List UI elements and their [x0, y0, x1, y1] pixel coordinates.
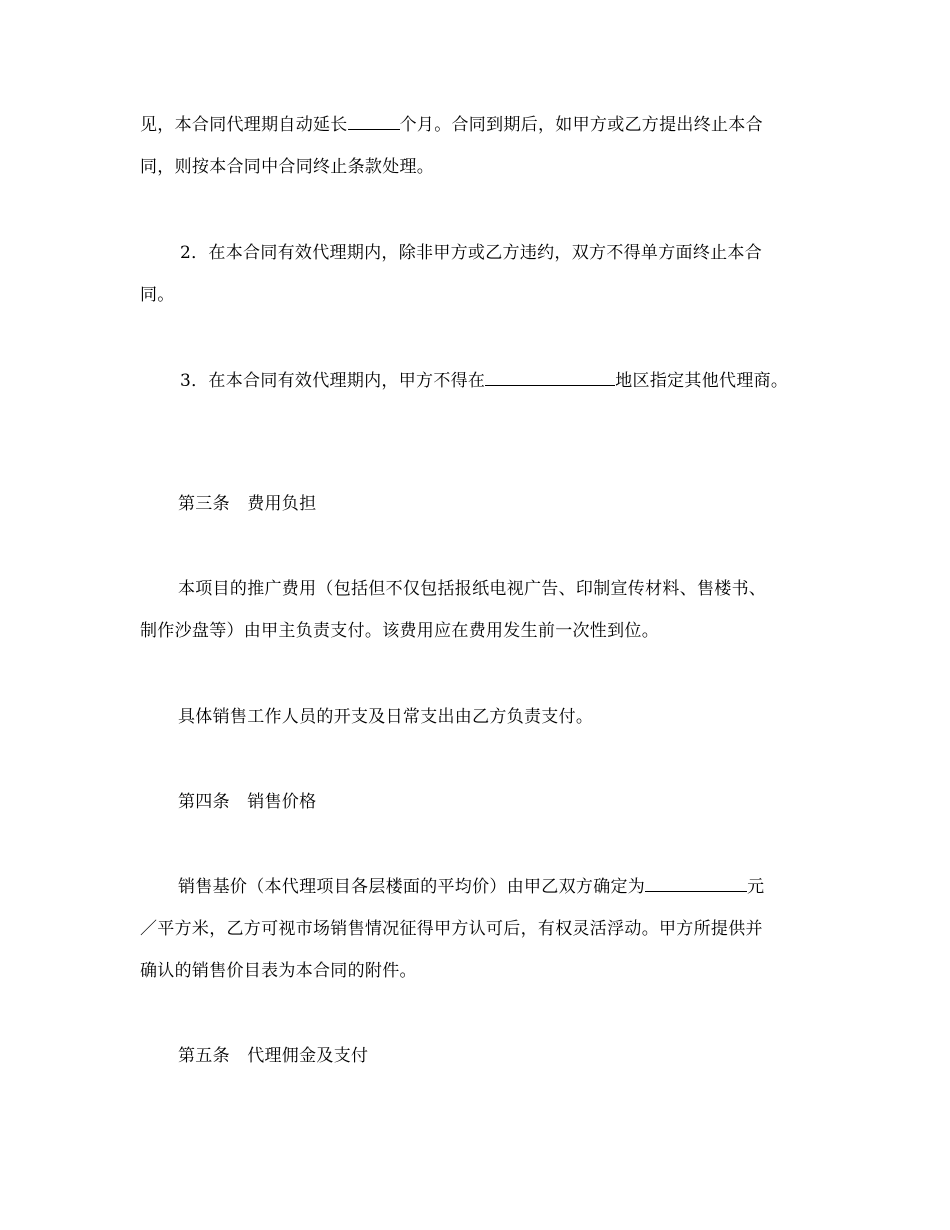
paragraph-1-line-2: 同，则按本合同中合同终止条款处理。 [140, 157, 435, 177]
article-3-heading: 第三条 费用负担 [178, 494, 317, 514]
text-segment: 见，本合同代理期自动延长 [140, 115, 348, 135]
text-segment: 销售基价（本代理项目各层楼面的平均价）由甲乙双方确定为 [178, 877, 646, 897]
paragraph-6-line-2: ／平方米，乙方可视市场销售情况征得甲方认可后，有权灵活浮动。甲方所提供并 [140, 919, 763, 939]
paragraph-2-line-2: 同。 [140, 285, 175, 305]
paragraph-2-line-1: 2．在本合同有效代理期内，除非甲方或乙方违约，双方不得单方面终止本合 [180, 243, 763, 263]
text-segment: 元 [747, 877, 765, 897]
paragraph-6-line-1 [178, 876, 764, 898]
paragraph-3 [180, 370, 788, 392]
fill-in-blank [485, 371, 615, 386]
paragraph-6-line-3: 确认的销售价目表为本合同的附件。 [140, 961, 417, 981]
fill-in-blank [645, 877, 747, 892]
paragraph-1-line-1 [140, 114, 763, 136]
text-segment: 个月。合同到期后，如甲方或乙方提出终止本合 [399, 115, 763, 135]
article-4-heading: 第四条 销售价格 [178, 792, 317, 812]
paragraph-4-line-1: 本项目的推广费用（包括但不仅包括报纸电视广告、印制宣传材料、售楼书、 [178, 579, 767, 599]
paragraph-4-line-2: 制作沙盘等）由甲主负责支付。该费用应在费用发生前一次性到位。 [140, 621, 659, 641]
paragraph-5: 具体销售工作人员的开支及日常支出由乙方负责支付。 [178, 707, 594, 727]
article-5-heading: 第五条 代理佣金及支付 [178, 1046, 369, 1066]
text-segment: 地区指定其他代理商。 [615, 371, 789, 391]
fill-in-blank [348, 115, 400, 130]
text-segment: 3．在本合同有效代理期内，甲方不得在 [180, 371, 486, 391]
